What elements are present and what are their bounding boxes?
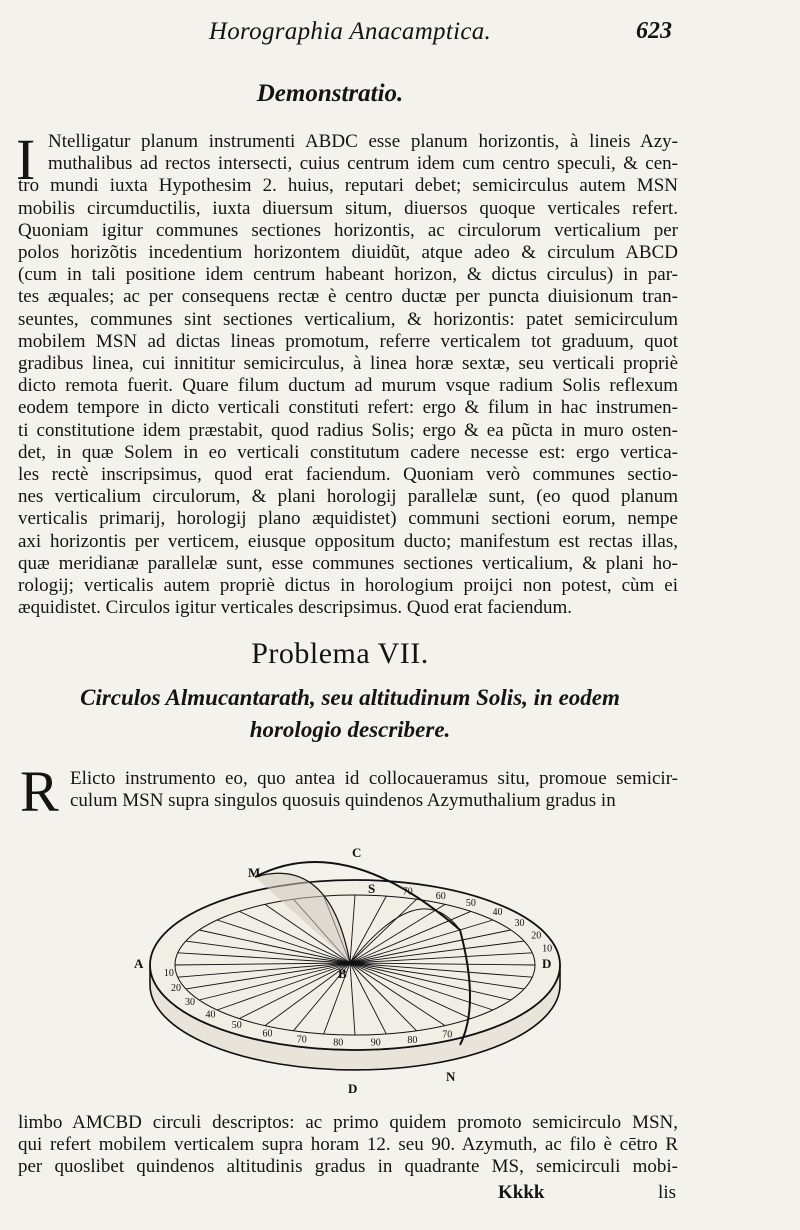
text-line: rologij; verticalis autem propriè dictus in horologium proijci non potest, cùm ei [18,575,678,597]
label-b: B [338,966,347,981]
signature-mark: Kkkk [498,1182,545,1203]
degree-label: 20 [171,982,181,994]
text-line: (cum in tali positione idem centrum habeant horizon, & dictus circulus) in par- [18,264,678,286]
degree-label: 10 [542,943,553,955]
degree-label: 70 [402,886,413,898]
problem-subtitle-line-2: horologio describere. [249,717,451,742]
text-line: Ntelligatur planum instrumenti ABDC esse planum horizontis, à lineis Azy- [48,131,678,152]
label-m: M [248,865,261,880]
degree-label: 80 [333,1037,344,1049]
text-line: ti constitutione idem præstabit, quod radius Solis; ergo & ea pũcta in muro osten- [18,419,678,441]
text-line: les rectè inscripsimus, quod erat faciendum. Quoniam verò communes sectio- [18,464,678,486]
text-line: axi horizontis per verticem, eiusque oppositum ducto; manifestum est rectas illas, [18,530,678,552]
degree-label: 30 [514,918,525,930]
degree-label: 70 [442,1029,453,1041]
text-line: Quoniam igitur communes sectiones horizontis, ac circulorum verticalium per [18,219,678,241]
degree-label: 80 [407,1035,418,1047]
running-title: Horographia Anacamptica. [208,18,492,45]
degree-label: 50 [465,898,476,910]
text-line: Elicto instrumento eo, quo antea id collocaueramus situ, promoue semicir- [70,768,678,789]
text-line: seuntes, communes sint sectiones verticalium, & horizontis: patet semicirculum [18,308,678,330]
text-line: æquidistet. Circulos igitur verticales descripsimus. Quod erat faciendum. [18,597,573,619]
drop-cap-i: I [16,127,36,192]
degree-label: 90 [370,1037,381,1049]
degree-label: 50 [231,1020,242,1031]
degree-label: 30 [185,996,195,1008]
text-line: quæ meridianæ parallelæ sunt, esse communes sectiones verticalium, & plani ho- [18,552,678,574]
degree-label: 40 [205,1009,216,1021]
degree-label: 10 [163,968,174,980]
label-s: S [368,881,376,896]
text-line: eodem tempore in dicto verticali constituti refert: ergo & filum in hac instrumen- [18,397,678,419]
label-a: A [134,956,144,971]
degree-label: 60 [262,1028,273,1040]
label-c: C [352,845,362,860]
drop-cap-r: R [20,759,59,824]
label-n: N [446,1069,456,1084]
page-number: 623 [636,18,672,44]
text-line: mobilem MSN ad dictas lineas promotum, referre verticalem tot graduum, quot [18,330,678,352]
degree-label: 40 [492,907,503,919]
text-line: limbo AMCBD circuli descriptos: ac primo quidem promoto semicirculo MSN, [18,1112,678,1133]
problem-intro-paragraph [70,768,678,812]
problem-continuation-paragraph [18,1112,678,1179]
text-line: muthalibus ad rectos intersecti, cuius centrum idem cum centro speculi, & cen- [48,153,678,175]
problem-subtitle-line-1: Circulos Almucantarath, seu altitudinum Solis, in eodem [80,685,620,710]
dial-illustration [130,835,580,1100]
section-title-demonstratio: Demonstratio. [256,80,404,107]
catchword: lis [658,1182,676,1203]
label-d-south: D [348,1081,358,1096]
text-line: polos horizõtis incedentium horizontem diuidũt, atque adeo & circulum ABCD [18,242,678,264]
degree-label: 20 [531,930,542,942]
text-line: per quoslibet quindenos altitudinis gradus in quadrante MS, semicirculi mobi- [18,1156,678,1178]
horizontal-dial-figure [130,835,580,1100]
text-line: nes verticalium circulorum, & plani horologij parallelæ sunt, (eo quod planum [18,486,678,508]
text-line: tes æquales; ac per consequens rectæ è centro ductæ per puncta diuisionum tran- [18,286,678,308]
text-line: qui refert mobilem verticalem supra horam 12. seu 90. Azymuth, ac filo è cētro R [18,1134,678,1156]
text-line: culum MSN supra singulos quosuis quindenos Azymuthalium gradus in [70,790,616,812]
demonstratio-paragraph [16,127,678,619]
label-d-east: D [542,956,552,971]
text-line: verticalis primarij, horologij plano æquidistet) communi sectioni eorum, nempe [18,508,678,530]
degree-label: 70 [296,1034,307,1046]
text-line: det, in quæ Solem in eo verticali constitutum cadere necesse est: ergo vertica- [18,441,678,463]
degree-label: 60 [435,891,446,903]
problem-title: Problema VII. [251,637,429,670]
text-line: tro mundi iuxta Hypothesim 2. huius, reputari debet; semicirculus autem MSN [18,175,678,197]
text-line: gradibus linea, cui innititur semicirculus, à linea horæ sextæ, seu verticali propriè [18,353,678,375]
center-point-b [348,961,353,966]
text-line: mobilis circumductilis, iuxta diuersum situm, diuersos quoque verticales refert. [18,197,678,219]
text-line: dicto remota fuerit. Quare filum ductum ad murum vsque radium Solis reflexum [18,375,678,397]
